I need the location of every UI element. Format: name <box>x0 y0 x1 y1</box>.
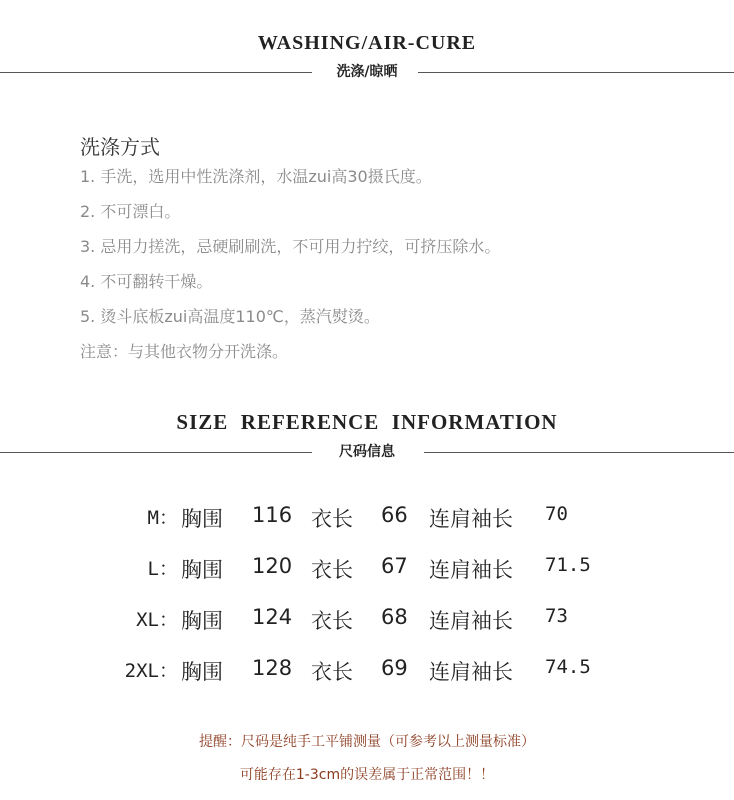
washing-instruction: 1. 手洗，选用中性洗涤剂，水温zui高30摄氏度。 <box>80 167 432 186</box>
size-title: SIZE REFERENCE INFORMATION <box>176 410 558 434</box>
divider-line-right <box>424 452 734 453</box>
washing-instruction: 2. 不可漂白。 <box>80 202 181 221</box>
length-value: 69 <box>381 656 408 680</box>
chest-value: 128 <box>252 656 293 680</box>
size-table <box>0 497 734 701</box>
size-label: M： <box>147 507 178 529</box>
chest-label: 胸围 <box>181 558 223 582</box>
length-label: 衣长 <box>311 660 353 684</box>
washing-instruction: 3. 忌用力搓洗，忌硬刷刷洗，不可用力拧绞，可挤压除水。 <box>80 237 501 256</box>
washing-instructions-list <box>80 166 500 376</box>
length-label: 衣长 <box>311 558 353 582</box>
size-row-l <box>0 548 734 599</box>
length-value: 67 <box>381 554 408 578</box>
sleeve-value: 71.5 <box>545 554 591 576</box>
size-row-2xl <box>0 650 734 701</box>
tolerance-note: 可能存在1-3cm的误差属于正常范围！！ <box>239 767 495 783</box>
washing-instruction: 4. 不可翻转干燥。 <box>80 272 213 291</box>
washing-title: WASHING/AIR-CURE <box>257 32 477 54</box>
length-label: 衣长 <box>311 609 353 633</box>
sleeve-value: 74.5 <box>545 656 591 678</box>
size-label: 2XL： <box>124 660 178 682</box>
size-row-xl <box>0 599 734 650</box>
washing-instruction: 5. 烫斗底板zui高温度110℃，蒸汽熨烫。 <box>80 307 380 326</box>
sleeve-label: 连肩袖长 <box>429 660 513 684</box>
chest-value: 116 <box>252 503 293 527</box>
chest-label: 胸围 <box>181 609 223 633</box>
washing-method-heading: 洗涤方式 <box>80 135 160 159</box>
chest-value: 120 <box>252 554 293 578</box>
length-value: 66 <box>381 503 408 527</box>
washing-divider <box>0 64 734 80</box>
length-label: 衣长 <box>311 507 353 531</box>
length-value: 68 <box>381 605 408 629</box>
sleeve-label: 连肩袖长 <box>429 507 513 531</box>
size-divider <box>0 444 734 460</box>
washing-caution: 注意：与其他衣物分开洗涤。 <box>80 342 289 361</box>
chest-label: 胸围 <box>181 507 223 531</box>
divider-line-right <box>418 72 734 73</box>
chest-value: 124 <box>252 605 293 629</box>
size-label: XL： <box>136 609 178 631</box>
sleeve-label: 连肩袖长 <box>429 609 513 633</box>
sleeve-label: 连肩袖长 <box>429 558 513 582</box>
size-row-m <box>0 497 734 548</box>
measurement-note: 提醒：尺码是纯手工平铺测量（可参考以上测量标准） <box>199 734 535 750</box>
chest-label: 胸围 <box>181 660 223 684</box>
size-label: L： <box>147 558 178 580</box>
washing-subtitle: 洗涤/晾晒 <box>336 64 398 80</box>
sleeve-value: 73 <box>545 605 568 627</box>
size-subtitle: 尺码信息 <box>339 444 395 460</box>
sleeve-value: 70 <box>545 503 568 525</box>
